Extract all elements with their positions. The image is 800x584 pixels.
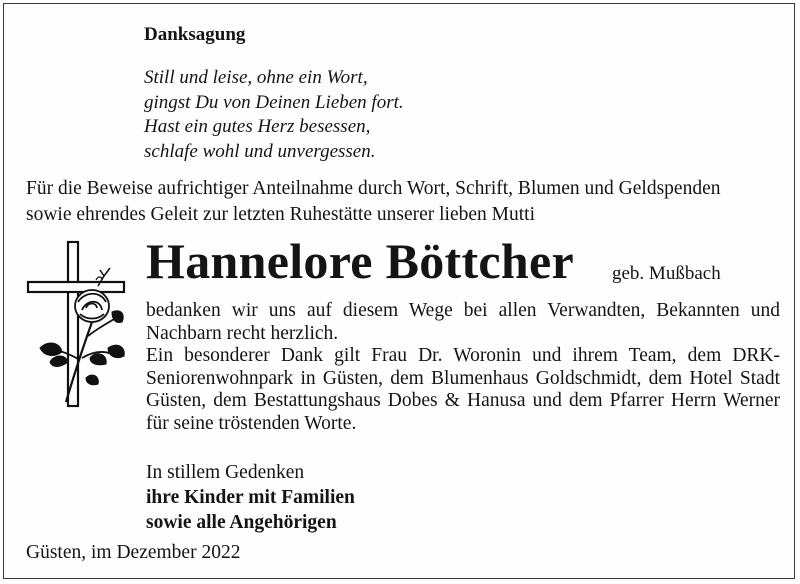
poem-line: Still und leise, ohne ein Wort, <box>144 67 368 88</box>
poem-line: Hast ein gutes Herz besessen, <box>144 116 371 137</box>
mourners-line: ihre Kinder mit Familien <box>146 487 355 508</box>
deceased-name: Hannelore Böttcher <box>146 233 575 289</box>
cross-icon <box>28 242 124 406</box>
cross-with-rose-icon <box>26 240 130 410</box>
mourners-line: sowie alle Angehörigen <box>146 512 337 533</box>
thanks-paragraph: bedanken wir uns auf diesem Wege bei allen Verwandten, Bekannten und Nachbarn recht herzlich. <box>146 300 780 344</box>
poem-line: schlafe wohl und unvergessen. <box>144 140 376 162</box>
rose-bloom <box>75 290 109 322</box>
notice-heading: Danksagung <box>144 24 246 45</box>
obituary-notice <box>3 3 795 579</box>
birth-name: geb. Mußbach <box>612 263 721 284</box>
intro-line: Für die Beweise aufrichtiger Anteilnahme durch Wort, Schrift, Blumen und Geldspenden <box>26 178 721 199</box>
closing-line: In stillem Gedenken <box>146 462 305 483</box>
cross-horizontal-beam <box>28 282 124 292</box>
poem-line: gingst Du von Deinen Lieben fort. <box>144 91 404 113</box>
intro-text <box>26 176 721 227</box>
poem <box>144 66 404 164</box>
place-date: Güsten, im Dezember 2022 <box>26 542 241 563</box>
intro-line: sowie ehrendes Geleit zur letzten Ruhestätte unserer lieben Mutti <box>26 203 535 225</box>
thanks-text <box>146 300 780 435</box>
closing-block <box>146 460 355 535</box>
thanks-paragraph: Ein besonderer Dank gilt Frau Dr. Woronin und ihrem Team, dem DRK-Seniorenwohnpark in Güsten, dem Blumenhaus Goldschmidt, dem Hotel Stadt Güsten, dem Bestattungshaus Dobes & Hanusa und dem Pfarrer Herrn Werner für seine tröstenden Worte. <box>146 345 780 434</box>
